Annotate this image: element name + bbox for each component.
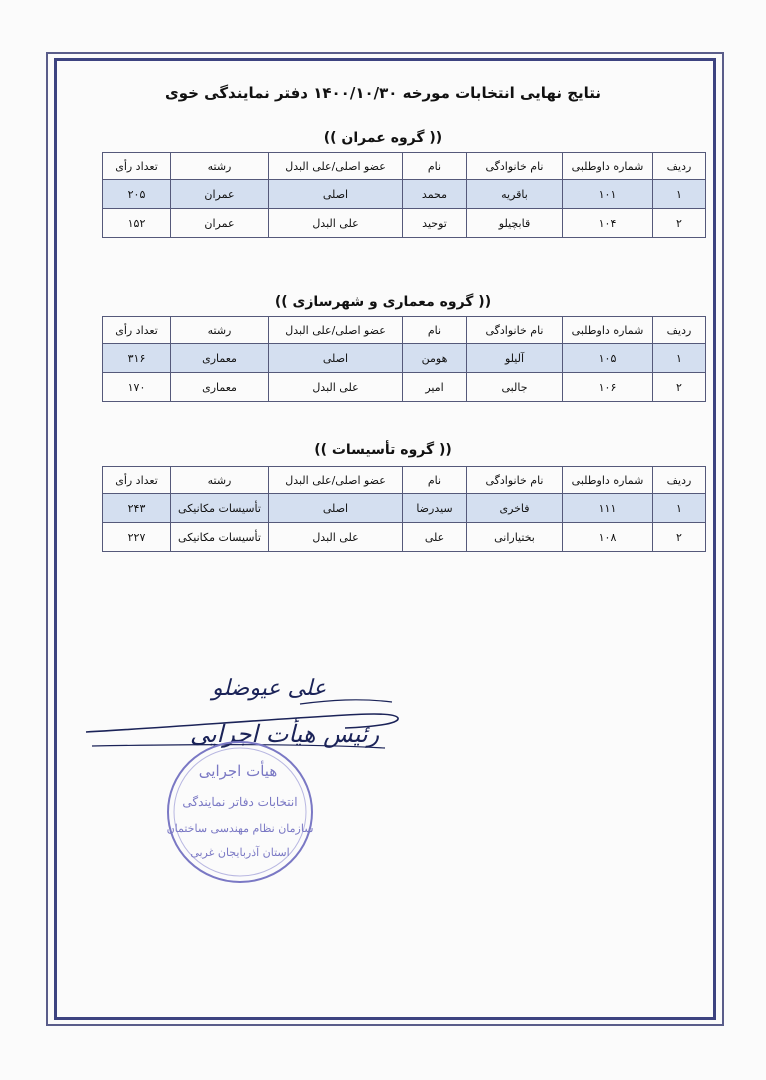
cell-candidate-no: ۱۱۱ (563, 494, 653, 523)
cell-field: عمران (171, 180, 269, 209)
cell-votes: ۲۴۳ (103, 494, 171, 523)
cell-field: تأسیسات مکانیکی (171, 523, 269, 552)
cell-candidate-no: ۱۰۱ (563, 180, 653, 209)
group-title-architecture: (( گروه معماری و شهرسازی )) (274, 294, 492, 310)
signature-role: رئیس هیأت اجرایی (190, 720, 380, 748)
col-header-row-no: ردیف (653, 317, 706, 344)
cell-votes: ۲۲۷ (103, 523, 171, 552)
stamp-line-4: استان آذربایجان غربی (190, 846, 290, 859)
col-header-last-name: نام خانوادگی (467, 467, 563, 494)
cell-first-name: علی (403, 523, 467, 552)
col-header-last-name: نام خانوادگی (467, 153, 563, 180)
cell-first-name: امیر (403, 373, 467, 402)
col-header-candidate-no: شماره داوطلبی (563, 467, 653, 494)
stamp-line-3: سازمان نظام مهندسی ساختمان (166, 822, 314, 835)
col-header-candidate-no: شماره داوطلبی (563, 153, 653, 180)
cell-membership: علی البدل (269, 523, 403, 552)
cell-votes: ۱۷۰ (103, 373, 171, 402)
col-header-membership: عضو اصلی/علی البدل (269, 317, 403, 344)
col-header-candidate-no: شماره داوطلبی (563, 317, 653, 344)
cell-first-name: توحید (403, 209, 467, 238)
col-header-first-name: نام (403, 317, 467, 344)
cell-membership: علی البدل (269, 209, 403, 238)
cell-row-no: ۲ (653, 373, 706, 402)
cell-candidate-no: ۱۰۵ (563, 344, 653, 373)
cell-row-no: ۱ (653, 180, 706, 209)
cell-membership: علی البدل (269, 373, 403, 402)
cell-candidate-no: ۱۰۸ (563, 523, 653, 552)
cell-last-name: قابچیلو (467, 209, 563, 238)
group-title-installations: (( گروه تأسیسات )) (314, 442, 452, 458)
cell-votes: ۳۱۶ (103, 344, 171, 373)
cell-candidate-no: ۱۰۴ (563, 209, 653, 238)
cell-candidate-no: ۱۰۶ (563, 373, 653, 402)
stamp-line-2: انتخابات دفاتر نمایندگی (182, 795, 298, 809)
signature-name: علی عیوضلو (212, 676, 327, 701)
cell-field: معماری (171, 344, 269, 373)
col-header-field: رشته (171, 317, 269, 344)
cell-last-name: باقریه (467, 180, 563, 209)
col-header-votes: تعداد رأی (103, 467, 171, 494)
cell-row-no: ۱ (653, 494, 706, 523)
cell-field: تأسیسات مکانیکی (171, 494, 269, 523)
cell-votes: ۲۰۵ (103, 180, 171, 209)
col-header-membership: عضو اصلی/علی البدل (269, 153, 403, 180)
cell-last-name: آلیلو (467, 344, 563, 373)
cell-field: عمران (171, 209, 269, 238)
group-title-civil: (( گروه عمران )) (323, 130, 443, 146)
col-header-votes: تعداد رأی (103, 153, 171, 180)
col-header-field: رشته (171, 467, 269, 494)
col-header-membership: عضو اصلی/علی البدل (269, 467, 403, 494)
col-header-votes: تعداد رأی (103, 317, 171, 344)
col-header-field: رشته (171, 153, 269, 180)
cell-first-name: محمد (403, 180, 467, 209)
cell-last-name: جالبی (467, 373, 563, 402)
col-header-first-name: نام (403, 153, 467, 180)
cell-membership: اصلی (269, 180, 403, 209)
col-header-row-no: ردیف (653, 153, 706, 180)
cell-row-no: ۱ (653, 344, 706, 373)
cell-membership: اصلی (269, 344, 403, 373)
cell-membership: اصلی (269, 494, 403, 523)
col-header-row-no: ردیف (653, 467, 706, 494)
col-header-last-name: نام خانوادگی (467, 317, 563, 344)
col-header-first-name: نام (403, 467, 467, 494)
cell-first-name: هومن (403, 344, 467, 373)
stamp-line-1: هیأت اجرایی (198, 762, 278, 780)
cell-last-name: فاخری (467, 494, 563, 523)
cell-votes: ۱۵۲ (103, 209, 171, 238)
cell-row-no: ۲ (653, 209, 706, 238)
document-title: نتایج نهایی انتخابات مورخه ۱۴۰۰/۱۰/۳۰ دفتر نمایندگی خوی (164, 84, 602, 102)
cell-row-no: ۲ (653, 523, 706, 552)
cell-last-name: بختیارانی (467, 523, 563, 552)
cell-field: معماری (171, 373, 269, 402)
cell-first-name: سیدرضا (403, 494, 467, 523)
